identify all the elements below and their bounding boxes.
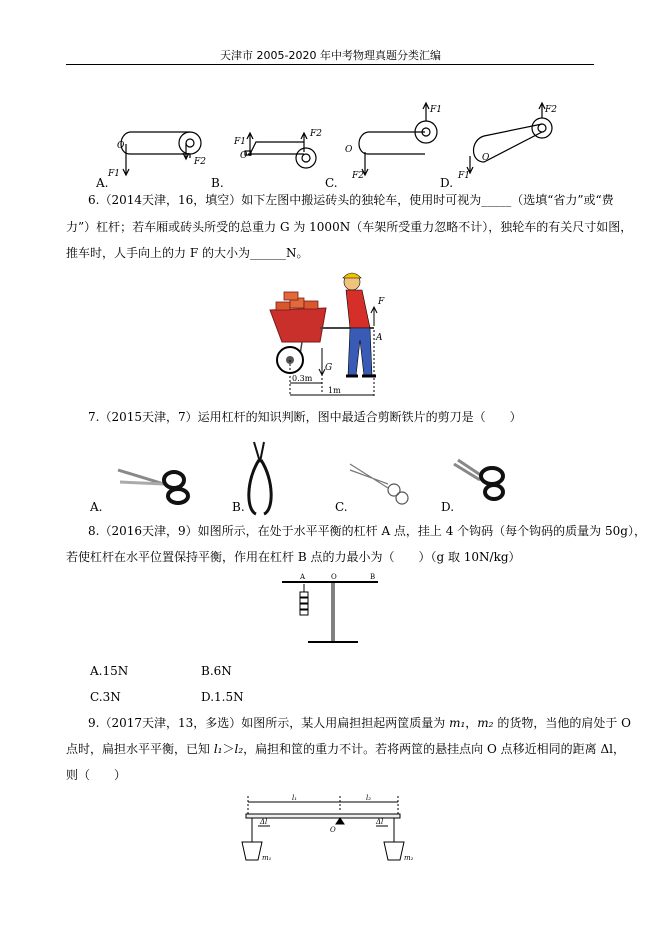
- a-force2-label: F2: [194, 157, 206, 167]
- wheelbarrow-point-label: A: [376, 333, 383, 343]
- d-force1-label: F1: [458, 171, 470, 181]
- q8-line2: 若使杠杆在水平位置保持平衡，作用在杠杆 B 点的力最小为（ ）（g 取 10N/kg）: [66, 550, 521, 564]
- pole-delta-l-right: Δl: [376, 818, 384, 826]
- pole-l1-label: l₁: [292, 794, 298, 802]
- wheelbarrow-dist-1m: 1m: [328, 386, 341, 395]
- q8-line1: 8.（2016天津，9）如图所示，在处于水平平衡的杠杆 A 点，挂上 4 个钩码（每个钩码的质量为 50g），: [88, 524, 646, 538]
- q9-length-l1: l₁: [213, 742, 223, 756]
- basket-m1-label: m₁: [262, 854, 272, 862]
- a-force1-label: F1: [108, 169, 120, 179]
- c-pivot-label: O: [345, 145, 353, 155]
- d-pivot-label: O: [482, 153, 490, 163]
- q9-line1-text-b: 的货物，当他的肩处于 O: [493, 716, 631, 730]
- lever-option-d-drawing: [467, 103, 552, 173]
- wheelbarrow-figure: [262, 268, 392, 400]
- lever-balance-figure: [278, 572, 382, 652]
- scissors-option-d: [454, 460, 503, 499]
- q9-line2-text-b: ，扁担和筐的重力不计。若将两筐的悬挂点向 O 点移近相同的距离 Δl，: [243, 742, 625, 756]
- q9-length-l2: l₂: [234, 742, 244, 756]
- wheelbarrow-gravity-label: G: [325, 363, 333, 373]
- q8-option-b: B.6N: [201, 664, 232, 678]
- q5-option-a: A.: [96, 176, 109, 190]
- q6-line1: 6.（2014天津，16，填空）如下左图中搬运砖头的独轮车，使用时可视为_____（选填“省力”或“费: [88, 193, 614, 207]
- q9-gt-sign: ＞: [222, 742, 235, 756]
- b-pivot-label: O: [240, 151, 248, 161]
- q9-line1-text-a: 9.（2017天津，13，多选）如图所示，某人用扁担担起两筐质量为: [88, 716, 450, 730]
- scissors-option-a: [118, 470, 188, 503]
- header-rule: [66, 64, 594, 65]
- q9-line1: [88, 716, 631, 731]
- q9-line2-text-a: 点时，扁担水平平衡，已知: [66, 742, 214, 756]
- q5-lever-options-figure: [90, 96, 570, 188]
- q8-option-d: D.1.5N: [201, 690, 244, 704]
- lever-option-b-drawing: [245, 133, 316, 168]
- shoulder-pole-figure: [240, 790, 420, 872]
- a-pivot-label: O: [117, 141, 125, 151]
- wheelbarrow-dist-0.3m: 0.3m: [292, 374, 313, 383]
- c-force2-label: F2: [352, 171, 364, 181]
- scissors-option-b: [249, 442, 271, 514]
- q8-option-a: A.15N: [90, 664, 129, 678]
- lever-option-a-drawing: [121, 132, 201, 175]
- lever-pivot-o-label: O: [331, 573, 337, 581]
- d-force2-label: F2: [545, 105, 557, 115]
- q7-option-c: C.: [335, 500, 348, 514]
- lever-point-b-label: B: [370, 573, 376, 581]
- q7-line1: 7.（2015天津，7）运用杠杆的知识判断，图中最适合剪断铁片的剪刀是（ ）: [88, 410, 522, 424]
- page-header: 天津市 2005-2020 年中考物理真题分类汇编: [220, 49, 441, 62]
- lever-point-a-label: A: [300, 573, 306, 581]
- q5-option-c: C.: [325, 176, 338, 190]
- q6-line2: 力”）杠杆；若车厢或砖头所受的总重力 G 为 1000N（车架所受重力忽略不计），独轮车的有关尺寸如图，: [66, 220, 633, 234]
- q7-option-d: D.: [441, 500, 455, 514]
- q7-option-a: A.: [90, 500, 103, 514]
- q9-mass-m1: m₁: [449, 716, 466, 730]
- q9-mass-m2: m₂: [477, 716, 494, 730]
- b-force1-label: F1: [234, 137, 246, 147]
- q9-line3: 则（ ）: [66, 768, 127, 782]
- q5-option-b: B.: [211, 176, 224, 190]
- pole-l2-label: l₂: [366, 794, 372, 802]
- q5-option-d: D.: [440, 176, 454, 190]
- q9-line2: [66, 742, 625, 757]
- lever-option-c-drawing: [359, 103, 437, 175]
- q8-option-c: C.3N: [90, 690, 121, 704]
- q9-separator: ，: [465, 716, 478, 730]
- q7-option-b: B.: [232, 500, 245, 514]
- c-force1-label: F1: [430, 105, 442, 115]
- q6-line3: 推车时，人手向上的力 F 的大小为______N。: [66, 246, 309, 260]
- pole-pivot-o-label: O: [330, 826, 336, 834]
- basket-m2-label: m₂: [404, 854, 414, 862]
- b-force2-label: F2: [310, 129, 322, 139]
- wheelbarrow-force-label: F: [378, 297, 385, 307]
- scissors-option-c: [350, 464, 408, 504]
- pole-delta-l-left: Δl: [260, 818, 268, 826]
